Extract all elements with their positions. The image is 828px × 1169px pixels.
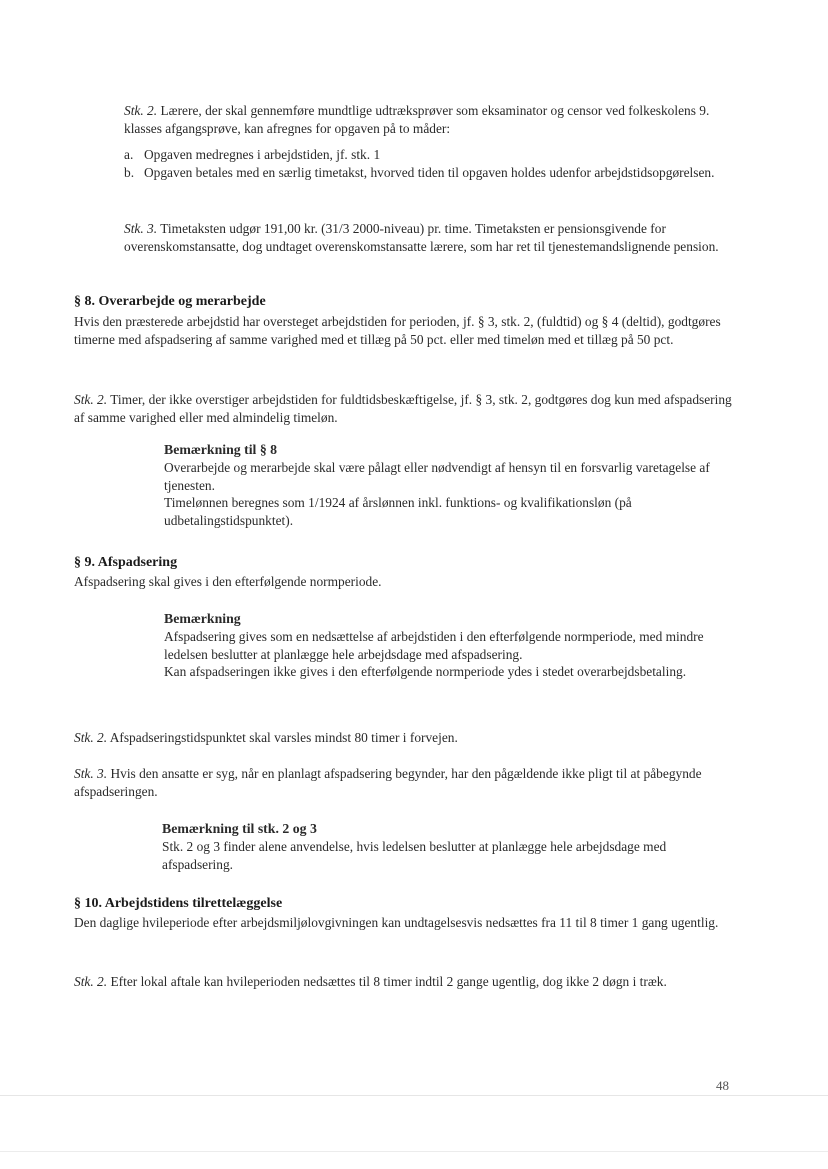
paragraph-text: Afspadseringstidspunktet skal varsles mindst 80 timer i forvejen.	[109, 730, 458, 745]
paragraph-text: Lærere, der skal gennemføre mundtlige udtræksprøver som eksaminator og censor ved folkeskolens 9. klasses afgangsprøve, kan afregnes for opgaven på to måder:	[124, 103, 710, 136]
note-line: Kan afspadseringen ikke gives i den efterfølgende normperiode ydes i stedet overarbejdsbetaling.	[164, 664, 687, 679]
section-10-heading: § 10. Arbejdstidens tilrettelæggelse	[74, 896, 283, 911]
stk-label: Stk. 2.	[74, 392, 108, 407]
section-10-stk2-paragraph	[74, 973, 742, 991]
section-9-stk2-paragraph	[74, 729, 742, 747]
list-item-text: Opgaven betales med en særlig timetakst, hvorved tiden til opgaven holdes udenfor arbejdstidsopgørelsen.	[144, 164, 715, 180]
page-number: 48	[716, 1078, 729, 1093]
note-heading: Bemærkning til stk. 2 og 3	[162, 821, 317, 836]
note-line: Overarbejde og merarbejde skal være pålagt eller nødvendigt af hensyn til en forsvarlig varetagelse af tjenesten.	[164, 460, 710, 493]
section-9-note	[164, 610, 740, 681]
stk-label: Stk. 3.	[74, 766, 108, 781]
paragraph-text: Timetaksten udgør 191,00 kr. (31/3 2000-niveau) pr. time. Timetaksten er pensionsgivende for overenskomstansatte, dog undtaget overenskomstansatte lærere, som har ret til tjenestemandslignende pension.	[124, 221, 719, 254]
paragraph-text: Efter lokal aftale kan hvileperioden nedsættes til 8 timer indtil 2 gange ugentlig, dog ikke 2 døgn i træk.	[110, 974, 667, 989]
section-8-text: Hvis den præsterede arbejdstid har oversteget arbejdstiden for perioden, jf. § 3, stk. 2, (fuldtid) og § 4 (deltid), godtgøres timerne med afspadsering af samme varighed med et tillæg på 50 pct. eller med timeløn med et tillæg på 50 pct.	[74, 314, 721, 347]
stk2-laerere-paragraph	[124, 102, 742, 137]
options-list	[124, 146, 742, 181]
stk-label: Stk. 3.	[124, 221, 158, 236]
list-marker: a.	[124, 147, 134, 162]
section-9-note-2	[162, 820, 740, 873]
stk-label: Stk. 2.	[74, 974, 108, 989]
section-9-text: Afspadsering skal gives i den efterfølgende normperiode.	[74, 574, 382, 589]
note-heading: Bemærkning	[164, 611, 241, 626]
section-9-stk3-paragraph	[74, 765, 742, 800]
note-heading: Bemærkning til § 8	[164, 442, 278, 457]
section-8-stk2-paragraph	[74, 391, 742, 426]
section-9-heading: § 9. Afspadsering	[74, 555, 178, 570]
list-marker: b.	[124, 164, 135, 180]
section-10-text: Den daglige hvileperiode efter arbejdsmiljølovgivningen kan undtagelsesvis nedsættes fra 11 til 8 timer 1 gang ugentlig.	[74, 915, 719, 930]
section-8-heading: § 8. Overarbejde og merarbejde	[74, 294, 266, 309]
paragraph-text: Hvis den ansatte er syg, når en planlagt afspadsering begynder, har den pågældende ikke pligt til at påbegynde afspadseringen.	[74, 766, 702, 799]
list-item	[124, 146, 742, 164]
stk-label: Stk. 2.	[74, 730, 108, 745]
note-line: Timelønnen beregnes som 1/1924 af årslønnen inkl. funktions- og kvalifikationsløn (på udbetalingstidspunktet).	[164, 495, 632, 528]
section-8-note	[164, 441, 740, 529]
list-item	[124, 164, 742, 182]
note-line: Stk. 2 og 3 finder alene anvendelse, hvis ledelsen beslutter at planlægge hele arbejdsdage med afspadsering.	[162, 839, 667, 872]
stk3-timetakst-paragraph	[124, 220, 742, 255]
stk-label: Stk. 2.	[124, 103, 158, 118]
note-line: Afspadsering gives som en nedsættelse af arbejdstiden i den efterfølgende normperiode, med mindre ledelsen beslutter at planlægge hele arbejdsdage med afspadsering.	[164, 629, 704, 662]
paragraph-text: Timer, der ikke overstiger arbejdstiden for fuldtidsbeskæftigelse, jf. § 3, stk. 2, godtgøres dog kun med afspadsering af samme varighed eller med almindelig timeløn.	[74, 392, 732, 425]
list-item-text: Opgaven medregnes i arbejdstiden, jf. stk. 1	[144, 147, 381, 162]
footer-divider	[0, 1095, 828, 1096]
scan-edge-line	[0, 1151, 828, 1152]
